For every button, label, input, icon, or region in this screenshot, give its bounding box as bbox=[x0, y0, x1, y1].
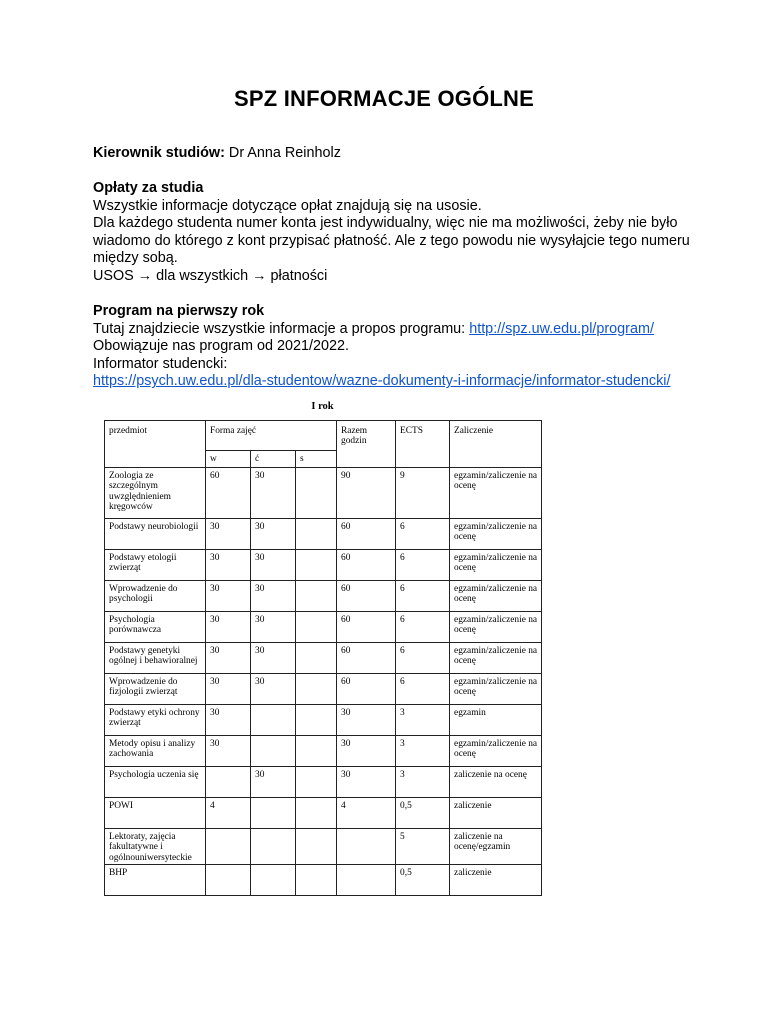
cell-przedmiot: Psychologia uczenia się bbox=[105, 767, 206, 798]
cell-ects: 3 bbox=[396, 736, 450, 767]
cell-ects: 5 bbox=[396, 829, 450, 865]
page-title: SPZ INFORMACJE OGÓLNE bbox=[234, 86, 534, 111]
cell-zaliczenie: zaliczenie na ocenę bbox=[450, 767, 542, 798]
cell-c: 30 bbox=[251, 767, 296, 798]
cell-ects: 6 bbox=[396, 612, 450, 643]
cell-w: 30 bbox=[206, 612, 251, 643]
cell-w bbox=[206, 829, 251, 865]
table-row bbox=[105, 767, 542, 798]
cell-c bbox=[251, 705, 296, 736]
cell-przedmiot: Podstawy etyki ochrony zwierząt bbox=[105, 705, 206, 736]
cell-zaliczenie: egzamin/zaliczenie na ocenę bbox=[450, 736, 542, 767]
cell-ects: 6 bbox=[396, 643, 450, 674]
cell-ects: 0,5 bbox=[396, 798, 450, 829]
table-caption: I rok bbox=[311, 401, 334, 412]
cell-s bbox=[296, 643, 337, 674]
cell-razem bbox=[337, 829, 396, 865]
cell-s bbox=[296, 674, 337, 705]
cell-zaliczenie: egzamin/zaliczenie na ocenę bbox=[450, 519, 542, 550]
oplaty-line-3: USOS → dla wszystkich → płatności bbox=[93, 267, 328, 284]
cell-c bbox=[251, 865, 296, 896]
cell-c bbox=[251, 736, 296, 767]
cell-w: 30 bbox=[206, 736, 251, 767]
cell-przedmiot: BHP bbox=[105, 865, 206, 896]
cell-zaliczenie: egzamin/zaliczenie na ocenę bbox=[450, 550, 542, 581]
oplaty-line-1: Wszystkie informacje dotyczące opłat znajdują się na usosie. bbox=[93, 197, 482, 214]
cell-przedmiot: Wprowadzenie do fizjologii zwierząt bbox=[105, 674, 206, 705]
kierownik-value: Dr Anna Reinholz bbox=[224, 145, 341, 161]
cell-razem: 30 bbox=[337, 736, 396, 767]
table-header-row bbox=[105, 421, 542, 451]
program-intro: Tutaj znajdziecie wszystkie informacje a propos programu: bbox=[93, 320, 470, 337]
table-row bbox=[105, 550, 542, 581]
cell-c: 30 bbox=[251, 674, 296, 705]
cell-s bbox=[296, 581, 337, 612]
cell-s bbox=[296, 705, 337, 736]
table-row bbox=[105, 643, 542, 674]
cell-w: 30 bbox=[206, 550, 251, 581]
cell-s bbox=[296, 550, 337, 581]
cell-zaliczenie: egzamin/zaliczenie na ocenę bbox=[450, 674, 542, 705]
cell-ects: 3 bbox=[396, 767, 450, 798]
cell-przedmiot: Zoologia ze szczególnym uwzględnieniem kręgowców bbox=[105, 468, 206, 519]
cell-przedmiot: Wprowadzenie do psychologii bbox=[105, 581, 206, 612]
cell-w: 60 bbox=[206, 468, 251, 519]
cell-razem: 60 bbox=[337, 612, 396, 643]
cell-c: 30 bbox=[251, 550, 296, 581]
cell-ects: 0,5 bbox=[396, 865, 450, 896]
cell-zaliczenie: zaliczenie na ocenę/egzamin bbox=[450, 829, 542, 865]
table-row bbox=[105, 581, 542, 612]
program-since: Obowiązuje nas program od 2021/2022. bbox=[93, 338, 350, 355]
cell-c bbox=[251, 798, 296, 829]
cell-w bbox=[206, 865, 251, 896]
cell-przedmiot: Podstawy genetyki ogólnej i behawioralnej bbox=[105, 643, 206, 674]
cell-s bbox=[296, 865, 337, 896]
table-row bbox=[105, 736, 542, 767]
cell-c: 30 bbox=[251, 519, 296, 550]
header-w: w bbox=[206, 451, 251, 468]
cell-ects: 3 bbox=[396, 705, 450, 736]
cell-zaliczenie: zaliczenie bbox=[450, 865, 542, 896]
cell-ects: 6 bbox=[396, 519, 450, 550]
cell-razem: 60 bbox=[337, 550, 396, 581]
cell-zaliczenie: egzamin/zaliczenie na ocenę bbox=[450, 612, 542, 643]
table-row bbox=[105, 674, 542, 705]
header-c: ć bbox=[251, 451, 296, 468]
table-row bbox=[105, 865, 542, 896]
cell-przedmiot: Metody opisu i analizy zachowania bbox=[105, 736, 206, 767]
table-row bbox=[105, 705, 542, 736]
cell-s bbox=[296, 829, 337, 865]
cell-c: 30 bbox=[251, 643, 296, 674]
header-razem: Razem godzin bbox=[337, 421, 396, 468]
program-table bbox=[104, 420, 542, 896]
cell-razem: 4 bbox=[337, 798, 396, 829]
cell-przedmiot: POWI bbox=[105, 798, 206, 829]
oplaty-line-2: Dla każdego studenta numer konta jest indywidualny, więc nie ma możliwości, żeby nie było wiadomo do którego z kont przypisać płatność. Ale z tego powodu nie wysyłajcie tego numeru między sobą. bbox=[93, 215, 690, 267]
cell-w: 30 bbox=[206, 519, 251, 550]
cell-w: 4 bbox=[206, 798, 251, 829]
cell-ects: 6 bbox=[396, 550, 450, 581]
cell-s bbox=[296, 519, 337, 550]
kierownik-label: Kierownik studiów: bbox=[93, 145, 225, 161]
cell-zaliczenie: egzamin bbox=[450, 705, 542, 736]
informator-label: Informator studencki: bbox=[93, 355, 228, 372]
cell-w: 30 bbox=[206, 705, 251, 736]
header-przedmiot: przedmiot bbox=[105, 421, 206, 468]
cell-razem: 60 bbox=[337, 519, 396, 550]
oplaty-section bbox=[93, 180, 693, 286]
program-heading: Program na pierwszy rok bbox=[93, 303, 265, 319]
cell-ects: 9 bbox=[396, 468, 450, 519]
header-forma: Forma zajęć bbox=[206, 421, 337, 451]
cell-przedmiot: Lektoraty, zajęcia fakultatywne i ogólnouniwersyteckie bbox=[105, 829, 206, 865]
cell-w: 30 bbox=[206, 581, 251, 612]
cell-zaliczenie: egzamin/zaliczenie na ocenę bbox=[450, 468, 542, 519]
cell-s bbox=[296, 798, 337, 829]
cell-s bbox=[296, 468, 337, 519]
table-row bbox=[105, 468, 542, 519]
table-row bbox=[105, 612, 542, 643]
header-s: s bbox=[296, 451, 337, 468]
cell-przedmiot: Psychologia porównawcza bbox=[105, 612, 206, 643]
table-row bbox=[105, 829, 542, 865]
cell-razem: 60 bbox=[337, 581, 396, 612]
informator-link[interactable]: https://psych.uw.edu.pl/dla-studentow/wazne-dokumenty-i-informacje/informator-studencki/ bbox=[93, 373, 671, 390]
cell-s bbox=[296, 767, 337, 798]
cell-w: 30 bbox=[206, 643, 251, 674]
cell-zaliczenie: zaliczenie bbox=[450, 798, 542, 829]
cell-ects: 6 bbox=[396, 674, 450, 705]
kierownik-section bbox=[93, 145, 693, 163]
cell-przedmiot: Podstawy neurobiologii bbox=[105, 519, 206, 550]
cell-zaliczenie: egzamin/zaliczenie na ocenę bbox=[450, 643, 542, 674]
program-link[interactable]: http://spz.uw.edu.pl/program/ bbox=[469, 320, 654, 337]
cell-razem: 90 bbox=[337, 468, 396, 519]
cell-razem bbox=[337, 865, 396, 896]
cell-w bbox=[206, 767, 251, 798]
header-ects: ECTS bbox=[396, 421, 450, 468]
cell-razem: 30 bbox=[337, 767, 396, 798]
cell-c bbox=[251, 829, 296, 865]
cell-s bbox=[296, 612, 337, 643]
cell-s bbox=[296, 736, 337, 767]
table-row bbox=[105, 519, 542, 550]
cell-zaliczenie: egzamin/zaliczenie na ocenę bbox=[450, 581, 542, 612]
oplaty-heading: Opłaty za studia bbox=[93, 180, 204, 196]
cell-w: 30 bbox=[206, 674, 251, 705]
table-row bbox=[105, 798, 542, 829]
cell-przedmiot: Podstawy etologii zwierząt bbox=[105, 550, 206, 581]
cell-ects: 6 bbox=[396, 581, 450, 612]
cell-c: 30 bbox=[251, 612, 296, 643]
cell-c: 30 bbox=[251, 468, 296, 519]
cell-razem: 30 bbox=[337, 705, 396, 736]
cell-razem: 60 bbox=[337, 674, 396, 705]
cell-c: 30 bbox=[251, 581, 296, 612]
cell-razem: 60 bbox=[337, 643, 396, 674]
header-zaliczenie: Zaliczenie bbox=[450, 421, 542, 468]
program-section bbox=[93, 303, 713, 391]
